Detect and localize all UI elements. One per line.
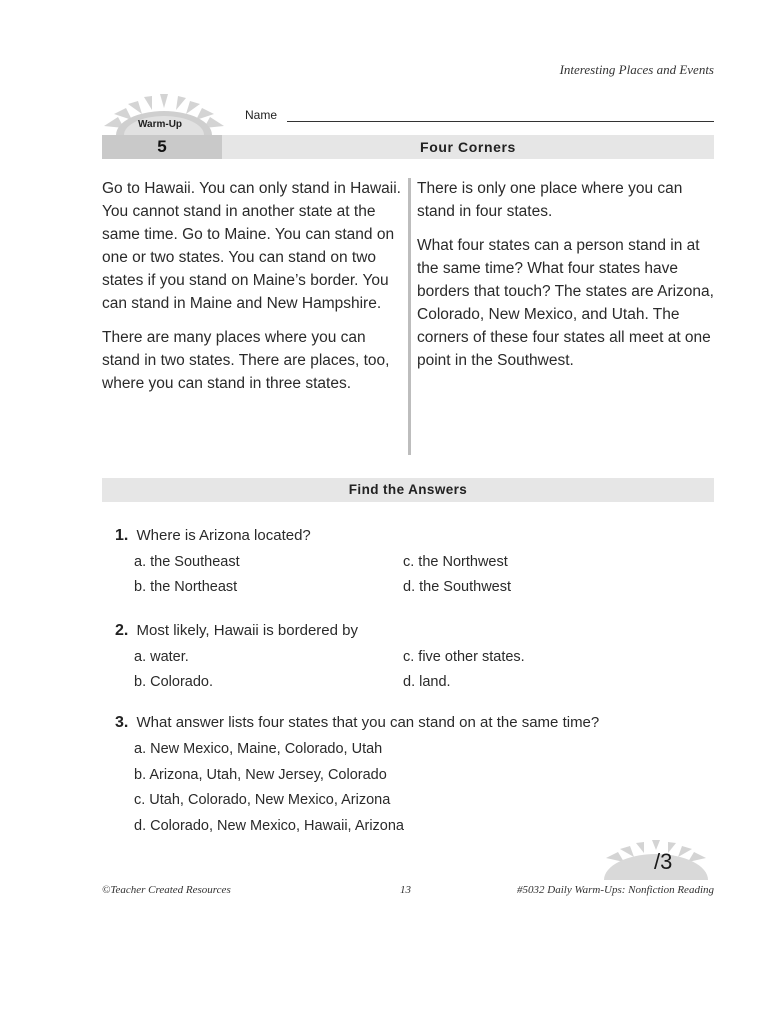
answer-option[interactable]: a. New Mexico, Maine, Colorado, Utah [134, 741, 383, 757]
warm-up-label: Warm-Up [137, 119, 183, 130]
answer-option[interactable]: d. Colorado, New Mexico, Hawaii, Arizona [134, 818, 404, 834]
question-2 [115, 622, 358, 640]
footer-publisher: ©Teacher Created Resources [102, 884, 231, 896]
footer-book-title: #5032 Daily Warm-Ups: Nonfiction Reading [517, 884, 714, 896]
question-number: 2. [115, 622, 129, 639]
answer-option[interactable]: c. the Northwest [403, 554, 508, 570]
answers-heading: Find the Answers [102, 478, 714, 502]
answer-option[interactable]: b. the Northeast [134, 579, 238, 595]
answer-option[interactable]: b. Colorado. [134, 674, 213, 690]
page-title: Four Corners [420, 139, 516, 155]
warm-up-number: 5 [102, 135, 222, 159]
question-number: 1. [115, 527, 129, 544]
score-badge [598, 840, 714, 880]
question-number: 3. [115, 714, 129, 731]
name-label: Name [245, 108, 278, 122]
answer-option[interactable]: c. Utah, Colorado, New Mexico, Arizona [134, 792, 391, 808]
page-number: 13 [400, 884, 411, 896]
answer-option[interactable]: a. water. [134, 649, 189, 665]
question-text: What answer lists four states that you can stand on at the same time? [136, 714, 600, 731]
passage-paragraph: There are many places where you can stand in two states. There are places, too, where you can stand in three states. [102, 329, 390, 392]
name-field-line[interactable] [287, 121, 714, 122]
passage-right-column [417, 177, 715, 383]
passage-paragraph: What four states can a person stand in at the same time? What four states have borders that touch? The states are Arizona, Colorado, New Mexico, and Utah. The corners of these four states all meet at one point in the Southwest. [417, 237, 714, 369]
question-3 [115, 714, 599, 732]
answer-option[interactable]: c. five other states. [403, 649, 525, 665]
question-text: Most likely, Hawaii is bordered by [136, 622, 358, 639]
column-divider [408, 178, 411, 455]
answer-option[interactable]: a. the Southeast [134, 554, 240, 570]
question-1 [115, 527, 311, 545]
answer-option[interactable]: d. the Southwest [403, 579, 512, 595]
running-head: Interesting Places and Events [559, 62, 714, 77]
answer-option[interactable]: b. Arizona, Utah, New Jersey, Colorado [134, 767, 387, 783]
passage-paragraph: Go to Hawaii. You can only stand in Hawaii. You cannot stand in another state at the same time. Go to Maine. You can stand on one or two states. You can stand on two states if you stand on Maine’s border. You can stand in Maine and New Hampshire. [102, 180, 401, 312]
passage-left-column [102, 177, 402, 406]
answer-option[interactable]: d. land. [403, 674, 451, 690]
question-text: Where is Arizona located? [136, 527, 311, 544]
score-value: /3 [654, 849, 673, 874]
title-bar [102, 135, 714, 159]
passage-paragraph: There is only one place where you can stand in four states. [417, 180, 683, 220]
